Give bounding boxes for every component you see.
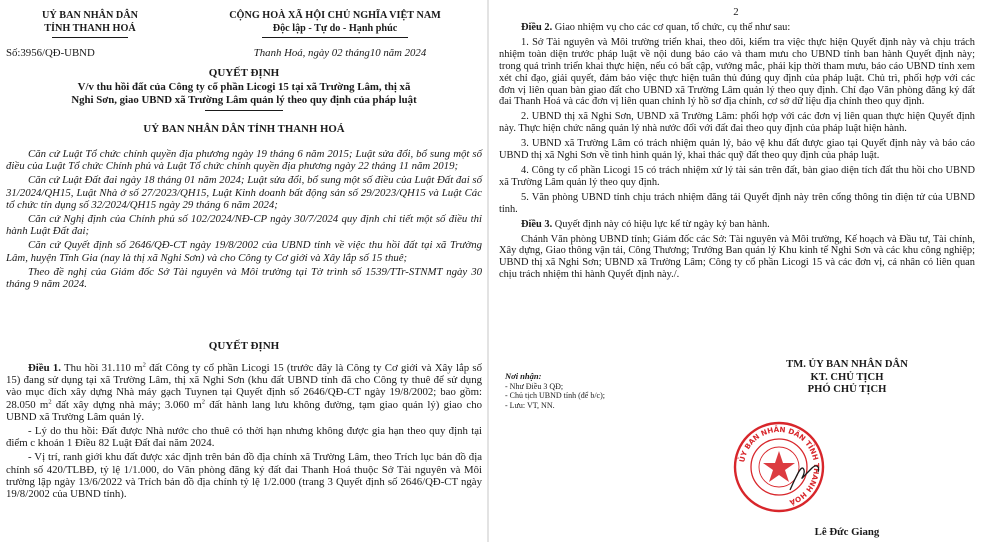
legal-basis: Căn cứ Nghị định của Chính phủ số 102/2024/NĐ-CP ngày 30/7/2024 quy định chi tiết một số điều thi hành Luật Đất đai; bbox=[6, 213, 482, 238]
task-item: 4. Công ty cổ phần Licogi 15 có trách nhiệm xử lý tài sản trên đất, bàn giao diện tích đất thu hồi cho UBND xã Trường Lâm quản lý theo quy định. bbox=[499, 164, 975, 188]
carbon-copy bbox=[505, 372, 725, 410]
subject-underline bbox=[205, 110, 283, 111]
place-date: Thanh Hoá, ngày 02 tháng10 năm 2024 bbox=[253, 47, 427, 59]
recipients-responsible: Chánh Văn phòng UBND tỉnh; Giám đốc các Sở: Tài nguyên và Môi trường, Kế hoạch và Đầu tư, Tài chính, Xây dựng, Giao thông vận tải, Công Thương; Trưởng Ban quản lý Khu kinh tế Nghi Sơn và các khu công nghiệp; UBND thị xã Nghi Sơn; UBND xã Trường Lâm; Công ty cổ phần Licogi 15 và các đơn vị, cá nhân có liên quan chịu trách nhiệm thi hành Quyết định này./. bbox=[499, 233, 975, 281]
nation-line-1: CỘNG HOÀ XÃ HỘI CHỦ NGHĨA VIỆT NAM bbox=[229, 10, 441, 21]
sign-line-2: KT. CHỦ TỊCH bbox=[810, 371, 884, 383]
subject-line-1: V/v thu hồi đất của Công ty cổ phần Licogi 15 tại xã Trường Lâm, thị xã bbox=[77, 81, 411, 93]
decide-heading: QUYẾT ĐỊNH bbox=[208, 340, 280, 352]
unit-superscript: 2 bbox=[142, 361, 146, 369]
subject-line-2: Nghi Sơn, giao UBND xã Trường Lâm quản lý theo quy định của pháp luật bbox=[71, 94, 417, 106]
task-item: 5. Văn phòng UBND tỉnh chịu trách nhiệm đăng tải Quyết định này trên cổng thông tin điện tử của UBND tỉnh. bbox=[499, 191, 975, 215]
cc-item: - Như Điều 3 QĐ; bbox=[505, 381, 564, 391]
cc-item: - Lưu: VT, NN. bbox=[505, 400, 555, 410]
article-1-text-b: đất Công ty cổ phần Licogi 15 (trước đây là Công ty Cơ giới và Xây lắp số 15) đang sử dụng tại xã Trường Lâm, thị xã Nghi Sơn (khu đất UBND tỉnh đã cho Công ty thuê để sử dụng vào mục đích xây dựng Nhà máy gạch Tuynen tại Quyết định số 2646/QĐ-CT ngày 19/8/2002; bao gồm: 28.050 m bbox=[6, 362, 482, 411]
article-3-text: Quyết định này có hiệu lực kể từ ngày ký ban hành. bbox=[554, 218, 770, 230]
article-1-text-a: Thu hồi 31.110 m bbox=[63, 362, 143, 374]
sign-line-3: PHÓ CHỦ TỊCH bbox=[807, 384, 887, 396]
nation-line-2: Độc lập - Tự do - Hạnh phúc bbox=[272, 22, 398, 34]
cc-label: Nơi nhận: bbox=[505, 371, 542, 381]
article-1 bbox=[6, 362, 482, 423]
legal-basis: Căn cứ Quyết định số 2646/QĐ-CT ngày 19/8/2002 của UBND tỉnh về việc thu hồi đất tại xã Trường Lâm, huyện Tĩnh Gia (nay là thị xã Nghi Sơn) và cho Công ty Cơ giới và Xây lắp số 15 thuê; bbox=[6, 239, 482, 264]
land-location: - Vị trí, ranh giới khu đất được xác định trên bản đồ địa chính xã Trường Lâm, theo Trích lục bản đồ địa chính số 420/TLBĐ, tỷ lệ 1/1.000, do Văn phòng đăng ký đất đai Thanh Hoá thuộc Sở Tài nguyên và Môi trường lập ngày 13/6/2022 và Trích bản đồ địa chính tỷ lệ 1/2.000 (trang 3 Quyết định số 2646/QĐ-CT ngày 19/8/2002 của UBND tỉnh). bbox=[6, 451, 482, 501]
article-2-intro-text: Giao nhiệm vụ cho các cơ quan, tổ chức, cụ thể như sau: bbox=[554, 22, 791, 33]
document-type: QUYẾT ĐỊNH bbox=[208, 67, 280, 79]
seal-text: ỦY BAN NHÂN DÂN TỈNH THANH HOÁ bbox=[737, 424, 822, 508]
revocation-reason: - Lý do thu hồi: Đất được Nhà nước cho thuê có thời hạn nhưng không được gia hạn theo quy định tại điểm c khoản 1 Điều 82 Luật Đất đai năm 2024. bbox=[6, 425, 482, 450]
signer-name: Lê Đức Giang bbox=[814, 526, 880, 538]
article-2-block bbox=[499, 22, 975, 281]
article-1-text-c: đất xây dựng nhà máy; 3.060 m bbox=[55, 398, 202, 411]
article-1-text-d: đất hành lang lưu không đường, tạm giao quản lý) giao cho UBND xã Trường Lâm quản lý. bbox=[6, 398, 482, 423]
legal-basis: Căn cứ Luật Tổ chức chính quyền địa phương ngày 19 tháng 6 năm 2015; Luật sửa đổi, bổ sung một số điều của Luật Tổ chức Chính phủ và Luật Tổ chức chính quyền địa phương ngày 22 tháng 11 năm 2019; bbox=[6, 148, 482, 173]
motto-underline bbox=[262, 37, 408, 38]
issuing-organization bbox=[6, 10, 174, 35]
article-3 bbox=[499, 219, 975, 231]
emblem-star-icon bbox=[759, 447, 799, 487]
unit-superscript: 2 bbox=[201, 398, 206, 406]
seal-graphic bbox=[732, 420, 826, 514]
page-number: 2 bbox=[733, 6, 739, 18]
article-1-label: Điều 1. bbox=[28, 362, 61, 374]
legal-basis: Theo đề nghị của Giám đốc Sở Tài nguyên và Môi trường tại Tờ trình số 1539/TTr-STNMT ngày 30 tháng 9 năm 2024. bbox=[6, 265, 482, 291]
document-subject bbox=[0, 81, 488, 107]
cc-item: - Chủ tịch UBND tỉnh (để b/c); bbox=[505, 391, 605, 401]
article-2-intro bbox=[499, 22, 975, 34]
org-line-1: UỶ BAN NHÂN DÂN bbox=[42, 10, 138, 21]
task-item: 3. UBND xã Trường Lâm có trách nhiệm quản lý, bảo vệ khu đất được giao tại Quyết định này và báo cáo UBND thị xã Nghi Sơn về tình hình quản lý, khai thác quỹ đất theo quy định của pháp luật. bbox=[499, 138, 975, 162]
article-3-label: Điều 3. bbox=[521, 218, 553, 230]
document-number: Số:3956/QĐ-UBND bbox=[6, 47, 95, 59]
unit-superscript: 2 bbox=[48, 398, 52, 406]
signature-block bbox=[727, 359, 967, 397]
legal-bases bbox=[6, 148, 482, 290]
org-line-2: TỈNH THANH HOÁ bbox=[44, 22, 136, 34]
official-seal bbox=[732, 420, 826, 514]
legal-basis: Căn cứ Luật Đất đai ngày 18 tháng 01 năm 2024; Luật sửa đổi, bổ sung một số điều của Luật Đất đai số 31/2024/QH15, Luật Nhà ở số 27/2023/QH15, Luật Kinh doanh bất động sản số 29/2023/QH15 và Luật Các tổ chức tín dụng số 32/2024/QH15 ngày 29 tháng 6 năm 2024; bbox=[6, 174, 482, 211]
task-item: 2. UBND thị xã Nghi Sơn, UBND xã Trường Lâm: phối hợp với các đơn vị liên quan thực hiện Quyết định này. Thực hiện chức năng quản lý nhà nước đối với đất đai theo quy định của pháp luật hiện hành. bbox=[499, 111, 975, 135]
document-page-1 bbox=[0, 0, 488, 542]
task-item: 1. Sở Tài nguyên và Môi trường triển khai, theo dõi, kiểm tra việc thực hiện Quyết định này và chịu trách nhiệm toàn diện trước pháp luật về nội dung báo cáo và tham mưu cho UBND tỉnh ban hành Quyết định này; trong quá trình triển khai thực hiện, nếu có bất cập, vướng mắc, phải kịp thời tham mưu, báo cáo UBND tỉnh xem xét chỉ đạo, giải quyết, đảm bảo việc thực hiện tuân thủ đúng quy định của pháp luật. Chủ trì, phối hợp với các đơn vị liên quan bàn giao đất cho UBND xã Trường Lâm quản lý theo quy định. Chỉ đạo Văn phòng đăng ký đất đai Thanh Hoá và các đơn vị liên quan chỉnh lý hồ sơ địa chính, cơ sở dữ liệu địa chính theo quy định. bbox=[499, 36, 975, 108]
issuer-heading: UỶ BAN NHÂN DÂN TỈNH THANH HOÁ bbox=[143, 123, 345, 135]
article-1-block bbox=[6, 362, 482, 500]
org-underline bbox=[52, 37, 128, 38]
sign-line-1: TM. ỦY BAN NHÂN DÂN bbox=[786, 359, 908, 370]
national-motto bbox=[185, 10, 485, 35]
article-2-label: Điều 2. bbox=[521, 22, 553, 33]
